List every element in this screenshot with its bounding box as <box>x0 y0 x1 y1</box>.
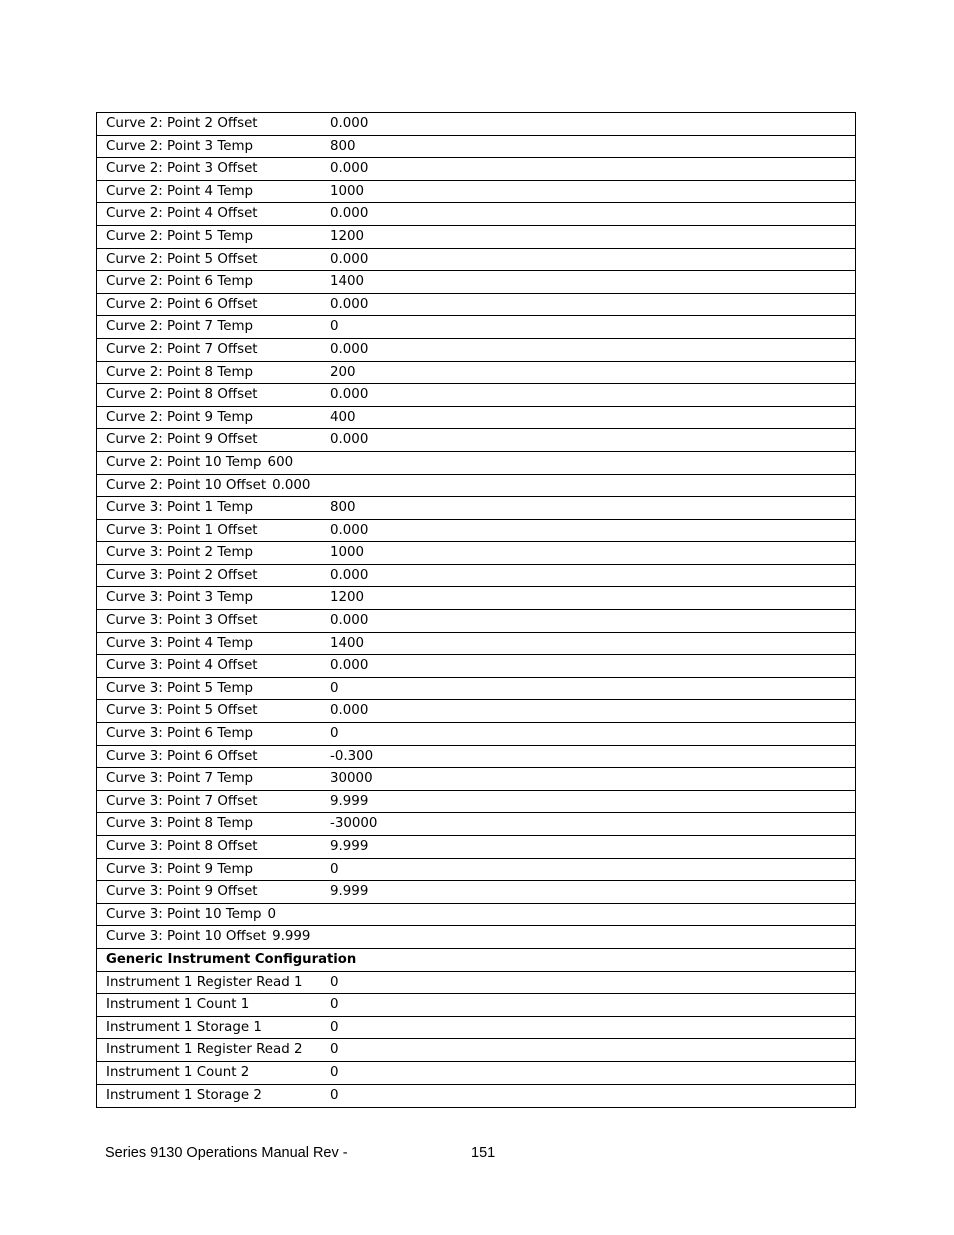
parameter-label: Curve 3: Point 8 Temp <box>106 816 254 832</box>
parameter-value: 0.000 <box>330 522 369 538</box>
parameter-value: 1400 <box>330 274 365 290</box>
page-number: 151 <box>471 1145 496 1161</box>
parameter-label: Curve 2: Point 3 Temp <box>106 138 254 154</box>
table-row <box>97 836 855 859</box>
parameter-label: Curve 2: Point 5 Temp <box>106 228 254 244</box>
parameter-label: Curve 3: Point 9 Offset <box>106 884 258 900</box>
table-row <box>97 362 855 385</box>
parameter-value: 0.000 <box>272 477 311 493</box>
table-row <box>97 700 855 723</box>
parameter-label: Curve 3: Point 9 Temp <box>106 861 254 877</box>
table-row <box>97 542 855 565</box>
row-cell <box>106 452 293 474</box>
parameter-value: 0.000 <box>330 161 369 177</box>
parameter-value: 0 <box>330 974 339 990</box>
parameter-value: 1200 <box>330 590 365 606</box>
parameter-value: 0.000 <box>330 567 369 583</box>
parameter-label: Instrument 1 Storage 2 <box>106 1087 262 1103</box>
parameter-value: 0.000 <box>330 703 369 719</box>
parameter-value: 0.000 <box>330 432 369 448</box>
parameter-value: 9.999 <box>272 929 311 945</box>
parameter-value: 0 <box>330 1087 339 1103</box>
table-row <box>97 1062 855 1085</box>
table-row <box>97 384 855 407</box>
row-cell <box>106 904 276 926</box>
table-row <box>97 316 855 339</box>
parameter-value: 9.999 <box>330 793 369 809</box>
parameter-value: 0.000 <box>330 296 369 312</box>
parameter-value: 0 <box>330 1042 339 1058</box>
table-row <box>97 226 855 249</box>
parameter-value: 9.999 <box>330 884 369 900</box>
table-row <box>97 1085 855 1108</box>
table-row <box>97 813 855 836</box>
parameter-value: 800 <box>330 138 356 154</box>
parameter-value: 1200 <box>330 228 365 244</box>
parameter-value: 0.000 <box>330 387 369 403</box>
table-row <box>97 429 855 452</box>
table-row <box>97 610 855 633</box>
table-row <box>97 339 855 362</box>
table-row <box>97 158 855 181</box>
parameter-value: 30000 <box>330 771 373 787</box>
table-row <box>97 791 855 814</box>
table-row <box>97 655 855 678</box>
parameter-label: Curve 3: Point 5 Temp <box>106 680 254 696</box>
table-row <box>97 859 855 882</box>
parameter-value: 1000 <box>330 545 365 561</box>
parameter-value: 0.000 <box>330 206 369 222</box>
row-cell <box>106 475 310 497</box>
parameter-label: Curve 2: Point 7 Offset <box>106 341 258 357</box>
parameter-label: Curve 3: Point 1 Temp <box>106 500 254 516</box>
parameter-label: Curve 2: Point 6 Temp <box>106 274 254 290</box>
parameter-value: 400 <box>330 409 356 425</box>
table-row <box>97 136 855 159</box>
parameter-value: -0.300 <box>330 748 374 764</box>
parameter-label: Curve 3: Point 4 Offset <box>106 658 258 674</box>
table-row <box>97 294 855 317</box>
section-header: Generic Instrument Configuration <box>106 951 357 967</box>
parameter-label: Instrument 1 Count 2 <box>106 1064 250 1080</box>
parameter-label: Instrument 1 Register Read 2 <box>106 1042 303 1058</box>
table-row <box>97 1039 855 1062</box>
parameter-label: Curve 2: Point 10 Offset <box>106 477 267 493</box>
parameter-value: 0 <box>330 997 339 1013</box>
parameter-label: Curve 3: Point 2 Temp <box>106 545 254 561</box>
table-row <box>97 633 855 656</box>
parameter-label: Curve 3: Point 10 Temp <box>106 906 262 922</box>
parameter-label: Curve 3: Point 6 Offset <box>106 748 258 764</box>
table-row <box>97 587 855 610</box>
parameter-label: Curve 3: Point 3 Temp <box>106 590 254 606</box>
table-row <box>97 497 855 520</box>
table-row <box>97 994 855 1017</box>
parameter-value: 0 <box>330 1019 339 1035</box>
parameter-label: Curve 3: Point 6 Temp <box>106 726 254 742</box>
parameter-label: Instrument 1 Storage 1 <box>106 1019 262 1035</box>
table-row <box>97 565 855 588</box>
parameter-label: Curve 3: Point 4 Temp <box>106 635 254 651</box>
parameter-label: Curve 2: Point 5 Offset <box>106 251 258 267</box>
table-row <box>97 723 855 746</box>
parameter-value: -30000 <box>330 816 378 832</box>
table-row <box>97 181 855 204</box>
table-row <box>97 407 855 430</box>
table-row <box>97 520 855 543</box>
footer-manual-title: Series 9130 Operations Manual Rev - <box>105 1145 348 1161</box>
table-row <box>97 746 855 769</box>
table-row <box>97 1017 855 1040</box>
table-row <box>97 881 855 904</box>
parameter-value: 1000 <box>330 183 365 199</box>
parameter-label: Curve 3: Point 5 Offset <box>106 703 258 719</box>
parameter-label: Curve 2: Point 4 Temp <box>106 183 254 199</box>
parameter-value: 0.000 <box>330 116 369 131</box>
parameter-value: 0 <box>330 861 339 877</box>
parameter-table <box>96 112 856 1108</box>
parameter-value: 800 <box>330 500 356 516</box>
table-row <box>97 475 855 498</box>
table-row <box>97 203 855 226</box>
parameter-value: 0 <box>330 319 339 335</box>
table-row <box>97 904 855 927</box>
parameter-label: Curve 3: Point 1 Offset <box>106 522 258 538</box>
table-row <box>97 113 855 136</box>
parameter-value: 9.999 <box>330 839 369 854</box>
parameter-value: 0 <box>330 1064 339 1080</box>
parameter-label: Curve 3: Point 7 Temp <box>106 771 254 787</box>
parameter-value: 0 <box>330 726 339 742</box>
parameter-label: Instrument 1 Register Read 1 <box>106 974 303 990</box>
parameter-label: Curve 3: Point 10 Offset <box>106 929 267 945</box>
parameter-label: Curve 3: Point 2 Offset <box>106 567 258 583</box>
parameter-value: 0 <box>267 906 277 922</box>
parameter-value: 0 <box>330 680 339 696</box>
parameter-label: Curve 3: Point 7 Offset <box>106 793 258 809</box>
parameter-label: Curve 2: Point 4 Offset <box>106 206 258 222</box>
parameter-value: 0.000 <box>330 658 369 674</box>
parameter-label: Curve 2: Point 6 Offset <box>106 296 258 312</box>
parameter-label: Curve 2: Point 9 Temp <box>106 409 254 425</box>
parameter-value: 600 <box>267 454 294 470</box>
parameter-label: Curve 2: Point 10 Temp <box>106 454 262 470</box>
parameter-label: Curve 3: Point 3 Offset <box>106 613 258 629</box>
section-header-row <box>97 949 855 972</box>
parameter-value: 0.000 <box>330 251 369 267</box>
parameter-label: Curve 3: Point 8 Offset <box>106 839 258 854</box>
table-row <box>97 271 855 294</box>
parameter-label: Curve 2: Point 8 Temp <box>106 364 254 380</box>
parameter-label: Instrument 1 Count 1 <box>106 997 250 1013</box>
table-row <box>97 249 855 272</box>
row-cell <box>106 926 310 948</box>
parameter-value: 1400 <box>330 635 365 651</box>
table-row <box>97 452 855 475</box>
parameter-value: 0.000 <box>330 613 369 629</box>
parameter-label: Curve 2: Point 8 Offset <box>106 387 258 403</box>
table-row <box>97 926 855 949</box>
parameter-value: 200 <box>330 364 356 380</box>
table-row <box>97 768 855 791</box>
parameter-label: Curve 2: Point 7 Temp <box>106 319 254 335</box>
table-row <box>97 678 855 701</box>
parameter-value: 0.000 <box>330 341 369 357</box>
table-row <box>97 972 855 995</box>
parameter-label: Curve 2: Point 3 Offset <box>106 161 258 177</box>
parameter-label: Curve 2: Point 9 Offset <box>106 432 258 448</box>
parameter-label: Curve 2: Point 2 Offset <box>106 116 258 131</box>
